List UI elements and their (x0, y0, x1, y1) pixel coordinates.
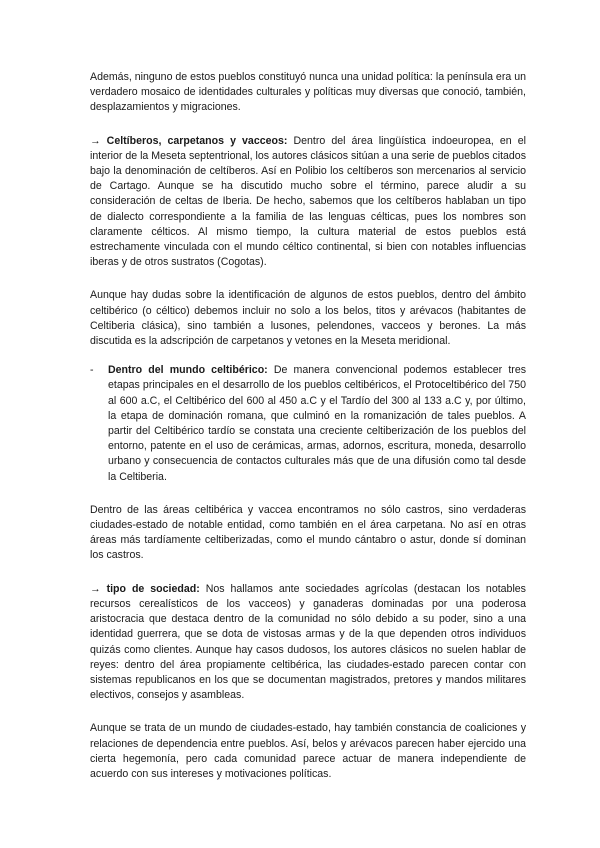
arrow-marker: → (90, 134, 101, 147)
list-item-mundo-celtiberico (90, 363, 526, 485)
paragraph-body: Nos hallamos ante sociedades agrícolas (destacan los notables recursos cerealísticos de los vacceos) y ganaderas dominadas por una poderosa aristocracia que destaca dentro de la comunidad no sólo debido a su poder, sino a una identidad guerrera, que se dota de vistosas armas y de la que dependen otros individuos quizás como clientes. Aunque hay casos dudosos, los autores clásicos no suelen hablar de reyes: dentro del área propiamente celtibérica, las ciudades-estado parecen contar con sistemas republicanos en los que se documentan magistrados, pretores y mandos militares electivos, consejos y asambleas. (90, 582, 526, 702)
list-heading: Dentro del mundo celtibérico: (108, 364, 268, 377)
list-body: De manera convencional podemos establecer tres etapas principales en el desarrollo de los pueblos celtibéricos, el Protoceltibérico del 750 al 600 a.C, el Celtibérico del 600 al 450 a.C y el Tardío del 300 al 133 a.C y, por último, la etapa de dominación romana, que culminó en la romanización de tales pueblos. A partir del Celtibérico tardío se constata una creciente celtiberización de los pueblos del entorno, patente en el uso de cerámicas, armas, adornos, escritura, moneda, desarrollo urbano y consecuencia de contactos culturales más que de una difusión como tal desde la Celtiberia. (108, 364, 527, 483)
paragraph-coaliciones: Aunque se trata de un mundo de ciudades-estado, hay también constancia de coaliciones y relaciones de dependencia entre pueblos. Así, belos y arévacos parecen haber ejercido una cierta hegemonía, pero cada comunidad parece actuar de manera independiente de acuerdo con sus intereses y motivaciones políticas. (90, 722, 526, 780)
paragraph-ciudades: Dentro de las áreas celtibérica y vaccea encontramos no sólo castros, sino verdaderas ciudades-estado de notable entidad, como también en el área carpetana. No así en otras áreas más tardíamente celtiberizadas, como el mundo cántabro o astur, donde sí dominan los castros. (90, 503, 526, 562)
arrow-marker: → (90, 582, 101, 595)
paragraph-sociedad (90, 582, 526, 704)
document-page (90, 70, 526, 800)
list-dash: - (90, 364, 94, 377)
section-heading-sociedad: tipo de sociedad: (106, 582, 200, 595)
paragraph-pueblos: Aunque hay dudas sobre la identificación de algunos de estos pueblos, dentro del ámbito celtibérico (o céltico) debemos incluir no solo a los belos, titos y arévacos (habitantes de Celtiberia clásica), sino también a lusones, pelendones, vacceos y berones. La más discutida es la adscripción de carpetanos y vetones en la Meseta meridional. (90, 289, 526, 348)
paragraph-intro: Además, ninguno de estos pueblos constituyó nunca una unidad política: la península era un verdadero mosaico de identidades culturales y políticas muy diversas que conoció, también, desplazamientos y migraciones. (90, 71, 526, 114)
paragraph-celtiberos (90, 134, 526, 271)
section-heading-celtiberos: Celtíberos, carpetanos y vacceos: (106, 134, 288, 147)
paragraph-body: Dentro del área lingüística indoeuropea, en el interior de la Meseta septentrional, los autores clásicos sitúan a una serie de pueblos citados bajo la denominación de celtíberos. Así en Polibio los celtíberos son mercenarios al servicio de Cartago. Aunque se ha discutido mucho sobre el término, parece aludir a su consideración de celtas de Iberia. De hecho, sabemos que los celtíberos hablaban un tipo de dialecto correspondiente a la familia de las lenguas célticas, pues los nombres son claramente célticos. Al mismo tiempo, la cultura material de estos pueblos está estrechamente vinculada con el mundo céltico continental, si bien con notables influencias iberas y de otros sustratos (Cogotas). (90, 134, 526, 269)
